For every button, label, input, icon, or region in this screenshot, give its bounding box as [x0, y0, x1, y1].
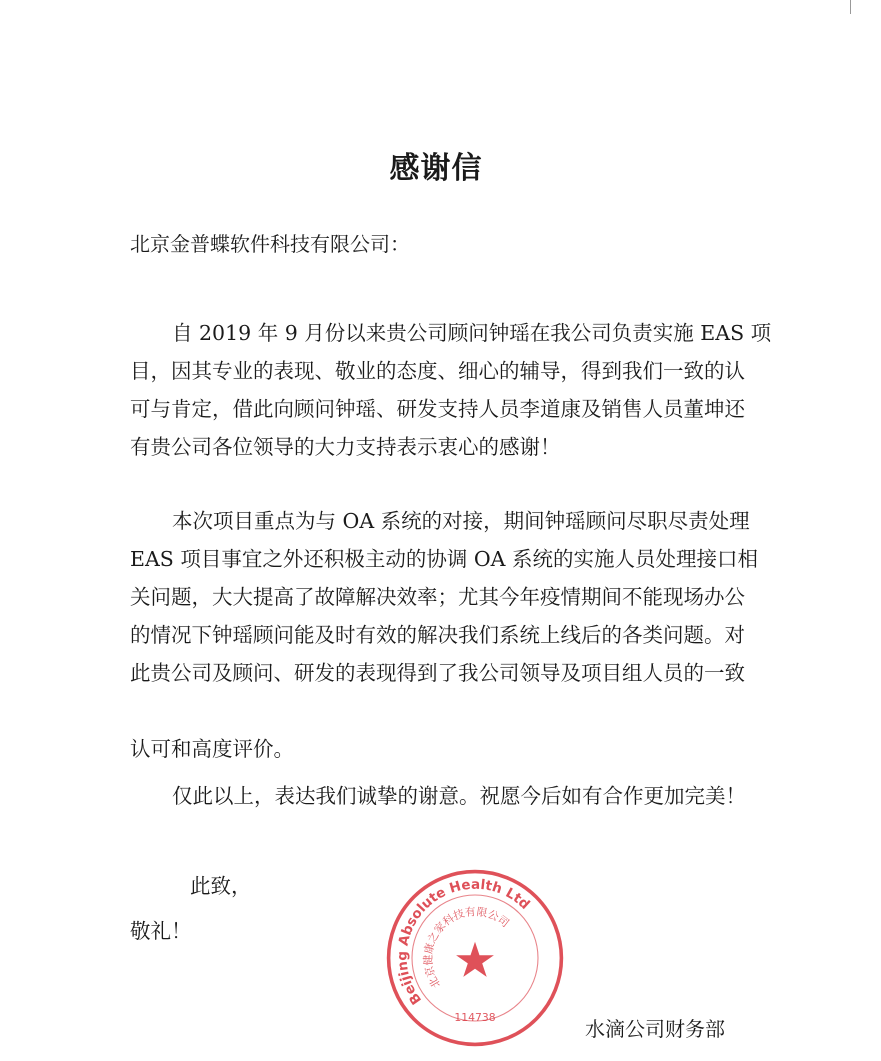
closing: 此致， — [190, 874, 252, 898]
text-line: 此贵公司及顾问、研发的表现得到了我公司领导及项目组人员的一致 — [130, 661, 745, 685]
text-line: 的情况下钟瑶顾问能及时有效的解决我们系统上线后的各类问题。对 — [130, 623, 745, 647]
text-line: 可与肯定，借此向顾问钟瑶、研发支持人员李道康及销售人员董坤还 — [130, 397, 745, 421]
letter-title: 感谢信 — [389, 151, 483, 186]
text-line: 有贵公司各位领导的大力支持表示衷心的感谢！ — [130, 435, 561, 459]
regards: 敬礼！ — [130, 919, 192, 943]
text-line: 仅此以上，表达我们诚挚的谢意。祝愿今后如有合作更加完美！ — [172, 784, 746, 808]
text-line: EAS 项目事宜之外还积极主动的协调 OA 系统的实施人员处理接口相 — [130, 547, 758, 571]
salutation: 北京金普蝶软件科技有限公司： — [130, 232, 410, 256]
seal-inner-text: 北京健康之家科技有限公司 — [421, 905, 512, 991]
text-line: 目，因其专业的表现、敬业的态度、细心的辅导，得到我们一致的认 — [130, 359, 745, 383]
seal-number: 114738 — [454, 1011, 496, 1024]
text-line: 自 2019 年 9 月份以来贵公司顾问钟瑶在我公司负责实施 EAS 项 — [172, 321, 772, 345]
text-line: 本次项目重点为与 OA 系统的对接，期间钟瑶顾问尽职尽责处理 — [172, 509, 750, 533]
scan-edge-mark — [850, 0, 851, 14]
text-line: 认可和高度评价。 — [130, 737, 294, 761]
text-line: 关问题，大大提高了故障解决效率；尤其今年疫情期间不能现场办公 — [130, 585, 745, 609]
company-seal — [385, 868, 565, 1048]
signature: 水滴公司财务部 — [585, 1017, 725, 1041]
svg-text:北京健康之家科技有限公司 — [422, 905, 512, 990]
seal-outer-text: Beijing Absolute Health Ltd — [394, 876, 533, 1008]
star-icon — [456, 942, 494, 977]
